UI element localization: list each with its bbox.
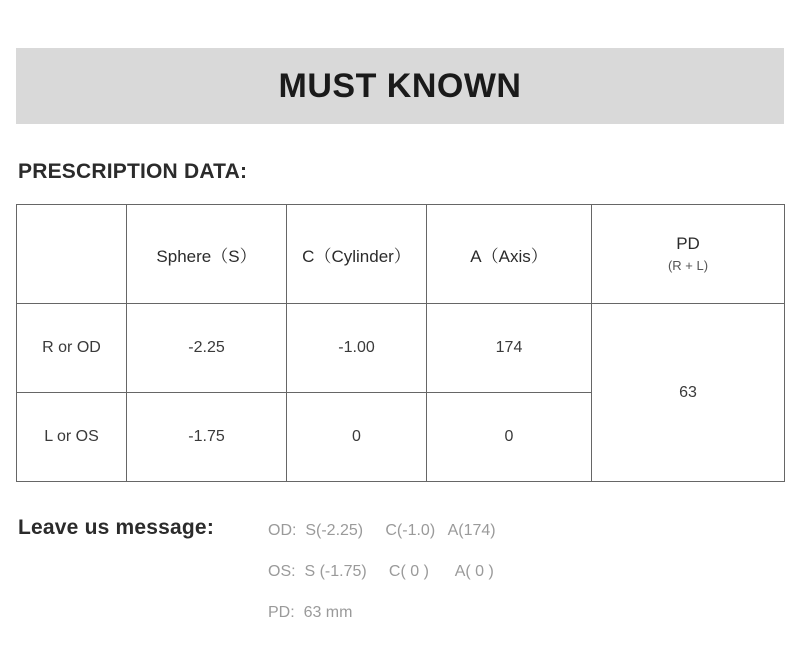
- table-header-cylinder: C（Cylinder）: [287, 205, 427, 304]
- row-label-right-eye: R or OD: [17, 304, 127, 393]
- table-row: [17, 304, 785, 393]
- cell-pd-value: 63: [592, 304, 785, 482]
- cell-left-cylinder: 0: [287, 393, 427, 482]
- table-header-pd: [592, 205, 785, 304]
- cell-right-cylinder: -1.00: [287, 304, 427, 393]
- leave-message-lines: [268, 510, 496, 633]
- cell-right-sphere: -2.25: [127, 304, 287, 393]
- cell-left-axis: 0: [427, 393, 592, 482]
- table-header-row: [17, 205, 785, 304]
- message-line-od: OD: S(-2.25) C(-1.0) A(174): [268, 522, 496, 539]
- banner-title: MUST KNOWN: [278, 66, 522, 105]
- leave-message-label: Leave us message:: [18, 516, 215, 539]
- banner: [16, 48, 784, 124]
- table-header-axis: A（Axis）: [427, 205, 592, 304]
- page-title: PRESCRIPTION DATA:: [18, 160, 248, 183]
- table-header-pd-main: PD: [676, 233, 700, 253]
- message-line-os: OS: S (-1.75) C( 0 ) A( 0 ): [268, 563, 494, 580]
- table-header-pd-sub: (R + L): [667, 258, 709, 274]
- table-header-sphere: Sphere（S）: [127, 205, 287, 304]
- cell-left-sphere: -1.75: [127, 393, 287, 482]
- row-label-left-eye: L or OS: [17, 393, 127, 482]
- prescription-table: [16, 204, 785, 482]
- message-line-pd: PD: 63 mm: [268, 604, 353, 621]
- table-header-corner: [17, 205, 127, 304]
- cell-right-axis: 174: [427, 304, 592, 393]
